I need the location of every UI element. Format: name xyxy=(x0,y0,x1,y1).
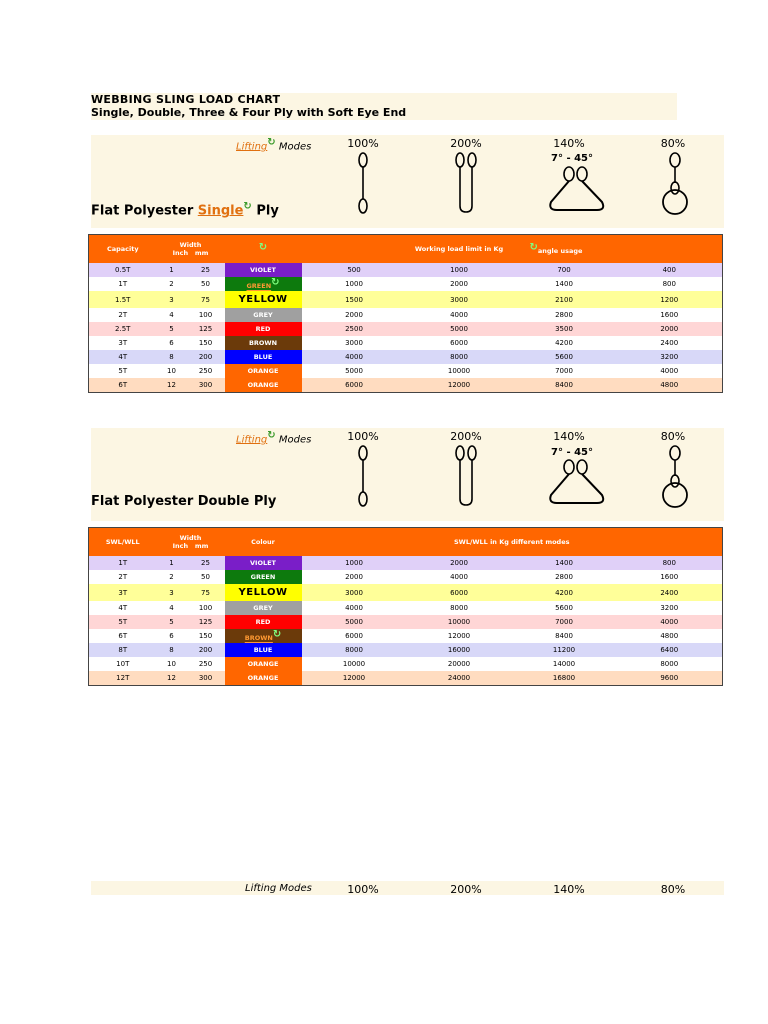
single-title-suffix: Ply xyxy=(251,203,279,219)
cell-mode1: 6000 xyxy=(345,381,363,389)
cell-mode1: 8000 xyxy=(345,646,363,654)
cell-mode1: 6000 xyxy=(345,632,363,640)
cell-inch: 8 xyxy=(169,646,174,654)
table-row xyxy=(89,378,723,393)
cell-mode3: 5600 xyxy=(555,604,573,612)
table-row xyxy=(89,643,723,657)
choker-lift-icon xyxy=(660,150,690,216)
header-mm: mm xyxy=(194,542,209,550)
cell-mm: 25 xyxy=(201,559,210,567)
cell-mode4: 2400 xyxy=(660,588,679,597)
cell-inch: 1 xyxy=(169,559,174,567)
cell-mode4: 400 xyxy=(662,266,676,274)
cell-mode3: 700 xyxy=(557,266,571,274)
cell-mode2: 2000 xyxy=(450,280,468,288)
cell-capacity: 6T xyxy=(118,632,128,640)
cell-mode2: 24000 xyxy=(447,674,471,682)
cell-colour: BROWN xyxy=(225,336,302,350)
cell-mode3: 4200 xyxy=(555,339,573,347)
cell-mode2: 20000 xyxy=(447,660,471,668)
cell-inch: 1 xyxy=(169,266,174,274)
single-ply-title xyxy=(91,201,279,218)
cell-colour: GREY xyxy=(225,308,302,322)
table-row xyxy=(89,556,723,570)
table-row xyxy=(89,263,723,277)
colour-link[interactable]: BROWN xyxy=(244,634,273,643)
mode-percent-100: 100% xyxy=(347,883,379,896)
cell-capacity: 5T xyxy=(118,618,128,626)
cell-mm: 300 xyxy=(198,674,213,682)
cell-capacity: 6T xyxy=(118,381,128,389)
cell-mode2: 6000 xyxy=(450,339,468,347)
cell-mode4: 4800 xyxy=(660,632,679,640)
table-row xyxy=(89,584,723,601)
cell-mode2: 6000 xyxy=(450,588,468,597)
cell-mm: 50 xyxy=(201,573,210,581)
cell-mode1: 1500 xyxy=(345,295,363,304)
header-inch: Inch xyxy=(172,249,189,257)
mode-percent-200: 200% xyxy=(450,883,482,896)
cell-inch: 5 xyxy=(169,325,174,333)
angle-label: 7° - 45° xyxy=(551,153,593,164)
choke-angle-lift-icon xyxy=(545,164,609,214)
cell-capacity: 1.5T xyxy=(115,295,131,304)
cell-inch: 5 xyxy=(169,618,174,626)
cell-capacity: 1T xyxy=(118,280,128,288)
page-subtitle: Single, Double, Three & Four Ply with Soft Eye End xyxy=(91,106,407,119)
table-row xyxy=(89,308,723,322)
cell-mode1: 3000 xyxy=(345,588,363,597)
external-link-icon: ↻ xyxy=(243,201,252,212)
cell-mode1: 10000 xyxy=(342,660,366,668)
cell-mode3: 14000 xyxy=(552,660,576,668)
cell-mode2: 1000 xyxy=(450,266,468,274)
cell-inch: 10 xyxy=(167,367,176,375)
header-modes: SWL/WLL in Kg different modes xyxy=(302,528,723,557)
mode-percent-140: 140% xyxy=(553,137,585,150)
cell-mode3: 8400 xyxy=(555,632,573,640)
mode-percent-100: 100% xyxy=(347,430,379,443)
header-width xyxy=(157,235,225,264)
cell-capacity: 5T xyxy=(118,367,128,375)
cell-mode4: 9600 xyxy=(660,674,679,682)
modes-word: Modes xyxy=(278,141,312,153)
cell-mode4: 1600 xyxy=(660,311,679,319)
cell-inch: 4 xyxy=(169,604,174,612)
cell-mode2: 12000 xyxy=(447,381,471,389)
cell-mode3: 7000 xyxy=(555,618,573,626)
lifting-modes-label: Lifting Modes xyxy=(245,883,312,894)
lifting-link[interactable]: Lifting xyxy=(236,141,268,153)
cell-mode3: 1400 xyxy=(555,280,573,288)
cell-inch: 6 xyxy=(169,339,174,347)
mode-percent-80: 80% xyxy=(660,137,686,150)
cell-mode3: 5600 xyxy=(555,353,573,361)
cell-mode3: 2800 xyxy=(555,311,573,319)
cell-colour: ORANGE xyxy=(225,657,302,671)
cell-mode3: 2100 xyxy=(555,295,573,304)
header-width xyxy=(157,528,225,557)
cell-mode2: 3000 xyxy=(450,295,468,304)
cell-mode2: 4000 xyxy=(450,573,468,581)
double-ply-title: Flat Polyester Double Ply xyxy=(91,494,277,509)
basket-lift-icon xyxy=(453,443,479,509)
lifting-link[interactable]: Lifting xyxy=(236,434,268,446)
cell-colour xyxy=(225,629,302,643)
cell-colour: BLUE xyxy=(225,350,302,364)
cell-mode3: 1400 xyxy=(555,559,573,567)
cell-colour: ORANGE xyxy=(225,378,302,393)
table-row xyxy=(89,671,723,686)
cell-mm: 125 xyxy=(198,618,213,626)
single-title-prefix: Flat Polyester xyxy=(91,203,198,219)
cell-capacity: 3T xyxy=(118,339,128,347)
header-colour xyxy=(225,235,302,264)
external-link-icon: ↻ xyxy=(271,277,280,289)
cell-mode1: 500 xyxy=(347,266,361,274)
cell-mode1: 4000 xyxy=(345,604,363,612)
cell-mode1: 2000 xyxy=(345,573,363,581)
cell-inch: 12 xyxy=(167,381,176,389)
mode-percent-100: 100% xyxy=(347,137,379,150)
table-row xyxy=(89,322,723,336)
table-row xyxy=(89,601,723,615)
cell-colour: RED xyxy=(225,322,302,336)
cell-mode3: 16800 xyxy=(552,674,576,682)
single-link[interactable]: Single xyxy=(197,203,244,219)
cell-mode4: 2000 xyxy=(660,325,679,333)
cell-mode2: 10000 xyxy=(447,618,471,626)
table-row xyxy=(89,277,723,291)
cell-mode3: 2800 xyxy=(555,573,573,581)
cell-colour: YELLOW xyxy=(225,584,302,601)
lifting-modes-label xyxy=(236,430,311,445)
table-row xyxy=(89,291,723,308)
cell-capacity: 10T xyxy=(116,660,130,668)
cell-mode2: 2000 xyxy=(450,559,468,567)
header-colour: Colour xyxy=(225,528,302,557)
cell-mode4: 4000 xyxy=(660,618,679,626)
cell-inch: 4 xyxy=(169,311,174,319)
cell-mm: 100 xyxy=(198,604,213,612)
header-angle-usage-label: angle usage xyxy=(537,247,583,256)
cell-capacity: 3T xyxy=(118,588,128,597)
cell-mm: 75 xyxy=(201,588,210,597)
cell-capacity: 2T xyxy=(118,573,128,581)
cell-mode4: 4000 xyxy=(660,367,679,375)
table-row xyxy=(89,336,723,350)
external-link-icon: ↻ xyxy=(267,430,276,441)
cell-mm: 250 xyxy=(198,660,213,668)
cell-mode4: 4800 xyxy=(660,381,679,389)
cell-mode2: 5000 xyxy=(450,325,468,333)
cell-mm: 250 xyxy=(198,367,213,375)
cell-colour: GREEN xyxy=(225,570,302,584)
cell-inch: 10 xyxy=(167,660,176,668)
cell-capacity: 8T xyxy=(118,646,128,654)
cell-mode1: 1000 xyxy=(345,559,363,567)
modes-word: Modes xyxy=(278,434,312,446)
cell-inch: 8 xyxy=(169,353,174,361)
cell-mode2: 4000 xyxy=(450,311,468,319)
cell-mm: 200 xyxy=(198,646,213,654)
cell-mode2: 8000 xyxy=(450,604,468,612)
header-swl: SWL/WLL xyxy=(89,528,157,557)
mode-percent-80: 80% xyxy=(660,430,686,443)
cell-mode1: 3000 xyxy=(345,339,363,347)
header-mode1 xyxy=(302,235,407,264)
header-wll: Working load limit in Kg xyxy=(407,235,512,264)
cell-mode4: 800 xyxy=(662,559,676,567)
table-row xyxy=(89,364,723,378)
cell-mode1: 12000 xyxy=(342,674,366,682)
cell-colour: BLUE xyxy=(225,643,302,657)
lifting-modes-panel-third xyxy=(91,881,724,895)
lifting-modes-label xyxy=(236,137,311,152)
mode-percent-140: 140% xyxy=(553,430,585,443)
cell-mode4: 8000 xyxy=(660,660,679,668)
cell-mode2: 12000 xyxy=(447,632,471,640)
cell-mm: 25 xyxy=(201,266,210,274)
cell-mm: 150 xyxy=(198,632,213,640)
table-row xyxy=(89,615,723,629)
cell-colour xyxy=(225,277,302,291)
header-mm: mm xyxy=(194,249,209,257)
cell-inch: 12 xyxy=(167,674,176,682)
cell-mm: 150 xyxy=(198,339,213,347)
table-header-row xyxy=(89,235,723,264)
angle-label: 7° - 45° xyxy=(551,447,593,458)
cell-colour: ORANGE xyxy=(225,364,302,378)
cell-mode1: 5000 xyxy=(345,618,363,626)
cell-mode4: 2400 xyxy=(660,339,679,347)
choker-lift-icon xyxy=(660,443,690,509)
cell-capacity: 2T xyxy=(118,311,128,319)
basket-lift-icon xyxy=(453,150,479,216)
cell-mode4: 1600 xyxy=(660,573,679,581)
cell-mode1: 2500 xyxy=(345,325,363,333)
external-link-icon: ↻ xyxy=(529,242,538,254)
header-capacity: Capacity xyxy=(89,235,157,264)
cell-inch: 3 xyxy=(169,295,174,304)
cell-capacity: 4T xyxy=(118,353,128,361)
header-angle-usage xyxy=(512,235,723,264)
table-row xyxy=(89,657,723,671)
double-ply-load-table xyxy=(88,527,723,686)
cell-mm: 125 xyxy=(198,325,213,333)
cell-inch: 2 xyxy=(169,280,174,288)
choke-angle-lift-icon xyxy=(545,457,609,507)
cell-capacity: 2.5T xyxy=(115,325,131,333)
cell-inch: 6 xyxy=(169,632,174,640)
header-width-label: Width xyxy=(179,241,202,249)
cell-mode4: 3200 xyxy=(660,604,679,612)
cell-mm: 200 xyxy=(198,353,213,361)
cell-mode3: 8400 xyxy=(555,381,573,389)
cell-capacity: 0.5T xyxy=(115,266,131,274)
cell-capacity: 4T xyxy=(118,604,128,612)
cell-mode1: 2000 xyxy=(345,311,363,319)
table-header-row xyxy=(89,528,723,557)
mode-percent-80: 80% xyxy=(660,883,686,896)
cell-inch: 2 xyxy=(169,573,174,581)
cell-mode4: 800 xyxy=(662,280,676,288)
cell-capacity: 12T xyxy=(116,674,130,682)
cell-mode3: 4200 xyxy=(555,588,573,597)
mode-percent-200: 200% xyxy=(450,137,482,150)
header-inch: Inch xyxy=(172,542,189,550)
cell-capacity: 1T xyxy=(118,559,128,567)
table-row xyxy=(89,570,723,584)
table-row xyxy=(89,629,723,643)
external-link-icon: ↻ xyxy=(267,137,276,148)
cell-colour: VIOLET xyxy=(225,556,302,570)
single-ply-load-table xyxy=(88,234,723,393)
cell-mm: 75 xyxy=(201,295,210,304)
cell-colour: ORANGE xyxy=(225,671,302,686)
cell-colour: RED xyxy=(225,615,302,629)
cell-mm: 300 xyxy=(198,381,213,389)
cell-mode3: 7000 xyxy=(555,367,573,375)
cell-mm: 50 xyxy=(201,280,210,288)
vertical-lift-icon xyxy=(355,443,371,509)
cell-mm: 100 xyxy=(198,311,213,319)
cell-inch: 3 xyxy=(169,588,174,597)
table-row xyxy=(89,350,723,364)
cell-mode2: 16000 xyxy=(447,646,471,654)
page-title: WEBBING SLING LOAD CHART xyxy=(91,93,281,106)
cell-mode2: 8000 xyxy=(450,353,468,361)
cell-mode4: 3200 xyxy=(660,353,679,361)
cell-mode4: 1200 xyxy=(660,295,679,304)
external-link-icon: ↻ xyxy=(258,242,268,254)
cell-colour: YELLOW xyxy=(225,291,302,308)
cell-colour: VIOLET xyxy=(225,263,302,277)
cell-mode3: 11200 xyxy=(552,646,576,654)
cell-mode1: 4000 xyxy=(345,353,363,361)
mode-percent-140: 140% xyxy=(553,883,585,896)
external-link-icon: ↻ xyxy=(272,629,282,641)
cell-mode1: 5000 xyxy=(345,367,363,375)
mode-percent-200: 200% xyxy=(450,430,482,443)
vertical-lift-icon xyxy=(355,150,371,216)
header-width-label: Width xyxy=(179,534,202,542)
colour-link[interactable]: GREEN xyxy=(246,282,272,291)
cell-mode2: 10000 xyxy=(447,367,471,375)
cell-mode3: 3500 xyxy=(555,325,573,333)
cell-mode4: 6400 xyxy=(660,646,679,654)
cell-mode1: 1000 xyxy=(345,280,363,288)
cell-colour: GREY xyxy=(225,601,302,615)
